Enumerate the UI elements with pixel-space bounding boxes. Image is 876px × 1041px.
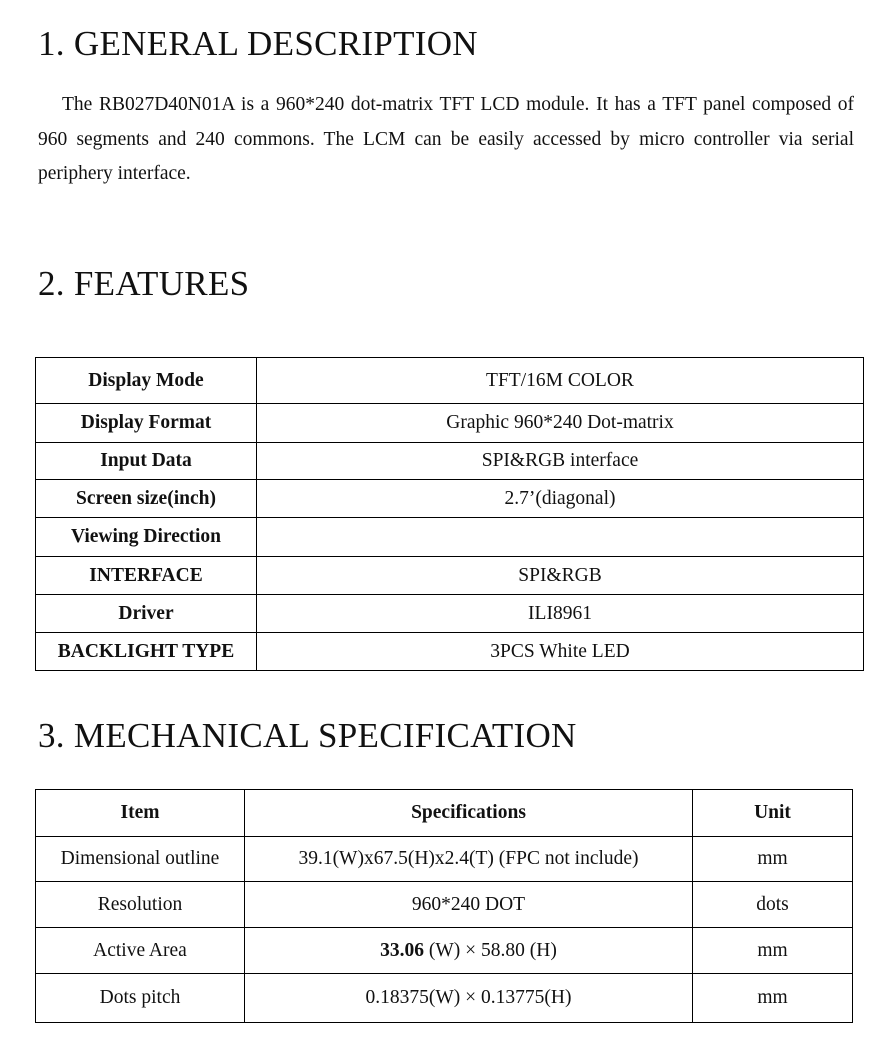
spec-value: 0.18375(W) × 0.13775(H) <box>245 974 693 1023</box>
table-row <box>36 928 853 974</box>
spec-value-rest: (W) × 58.80 (H) <box>424 939 557 961</box>
features-row <box>36 404 864 443</box>
general-description-text: The RB027D40N01A is a 960*240 dot-matrix TFT LCD module. It has a TFT panel composed of 960 segments and 240 commons. The LCM can be easily accessed by micro controller via serial periphery interface. <box>38 94 854 184</box>
spec-unit: mm <box>693 837 853 882</box>
spec-item: Dots pitch <box>36 974 245 1023</box>
spec-unit: dots <box>693 882 853 928</box>
features-table <box>35 357 864 671</box>
spec-value: 39.1(W)x67.5(H)x2.4(T) (FPC not include) <box>245 837 693 882</box>
features-row <box>36 633 864 671</box>
mechanical-specification-heading: 3. MECHANICAL SPECIFICATION <box>38 716 577 755</box>
column-header-specifications: Specifications <box>245 790 693 837</box>
feature-label: Screen size(inch) <box>36 480 257 518</box>
spec-item: Dimensional outline <box>36 837 245 882</box>
spec-value-bold: 33.06 <box>380 939 425 961</box>
column-header-item: Item <box>36 790 245 837</box>
column-header-unit: Unit <box>693 790 853 837</box>
feature-label: BACKLIGHT TYPE <box>36 633 257 671</box>
features-row <box>36 480 864 518</box>
mechanical-specification-table <box>35 789 853 1023</box>
general-description-heading: 1. GENERAL DESCRIPTION <box>38 24 478 63</box>
feature-value <box>257 518 864 557</box>
features-heading: 2. FEATURES <box>38 264 250 303</box>
feature-label: Input Data <box>36 443 257 480</box>
feature-label: Display Mode <box>36 358 257 404</box>
spec-unit: mm <box>693 928 853 974</box>
table-header-row <box>36 790 853 837</box>
features-row <box>36 443 864 480</box>
features-row <box>36 557 864 595</box>
table-row <box>36 837 853 882</box>
features-row <box>36 518 864 557</box>
features-row <box>36 358 864 404</box>
feature-value: SPI&RGB interface <box>257 443 864 480</box>
spec-item: Active Area <box>36 928 245 974</box>
general-description-paragraph <box>38 88 854 192</box>
table-row <box>36 974 853 1023</box>
feature-value: Graphic 960*240 Dot-matrix <box>257 404 864 443</box>
spec-unit: mm <box>693 974 853 1023</box>
feature-label: Driver <box>36 595 257 633</box>
spec-item: Resolution <box>36 882 245 928</box>
spec-value <box>245 928 693 974</box>
feature-label: Viewing Direction <box>36 518 257 557</box>
table-row <box>36 882 853 928</box>
features-row <box>36 595 864 633</box>
feature-value: 3PCS White LED <box>257 633 864 671</box>
feature-value: ILI8961 <box>257 595 864 633</box>
feature-value: TFT/16M COLOR <box>257 358 864 404</box>
feature-value: SPI&RGB <box>257 557 864 595</box>
feature-label: Display Format <box>36 404 257 443</box>
feature-label: INTERFACE <box>36 557 257 595</box>
spec-value: 960*240 DOT <box>245 882 693 928</box>
feature-value: 2.7’(diagonal) <box>257 480 864 518</box>
